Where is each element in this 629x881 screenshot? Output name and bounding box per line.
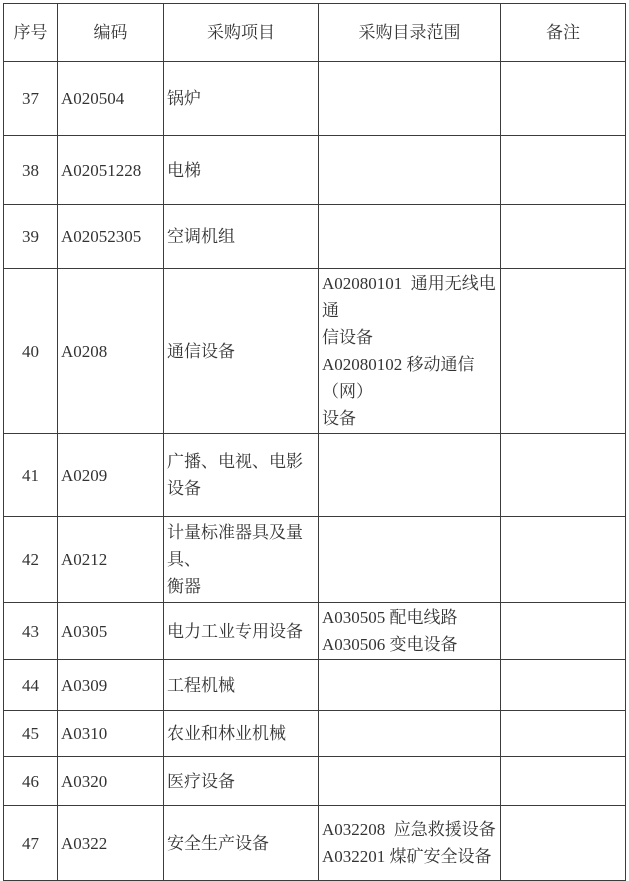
cell-code: A02051228 bbox=[58, 136, 164, 205]
cell-seq: 43 bbox=[4, 603, 58, 660]
cell-item: 农业和林业机械 bbox=[164, 711, 319, 757]
cell-scope bbox=[319, 62, 501, 136]
cell-note bbox=[501, 205, 626, 269]
cell-scope bbox=[319, 660, 501, 711]
table-row bbox=[4, 62, 626, 136]
cell-note bbox=[501, 434, 626, 517]
cell-code: A0212 bbox=[58, 517, 164, 603]
cell-seq: 37 bbox=[4, 62, 58, 136]
cell-item: 电力工业专用设备 bbox=[164, 603, 319, 660]
cell-scope bbox=[319, 517, 501, 603]
table-row bbox=[4, 806, 626, 881]
cell-note bbox=[501, 62, 626, 136]
cell-code: A0322 bbox=[58, 806, 164, 881]
table-row bbox=[4, 603, 626, 660]
cell-code: A0320 bbox=[58, 757, 164, 806]
table-row bbox=[4, 269, 626, 434]
cell-item: 安全生产设备 bbox=[164, 806, 319, 881]
cell-note bbox=[501, 711, 626, 757]
cell-seq: 41 bbox=[4, 434, 58, 517]
table-row bbox=[4, 434, 626, 517]
cell-scope bbox=[319, 136, 501, 205]
cell-seq: 45 bbox=[4, 711, 58, 757]
cell-seq: 42 bbox=[4, 517, 58, 603]
table-row bbox=[4, 136, 626, 205]
cell-scope bbox=[319, 711, 501, 757]
cell-item: 锅炉 bbox=[164, 62, 319, 136]
header-cell-note: 备注 bbox=[501, 4, 626, 62]
cell-note bbox=[501, 603, 626, 660]
cell-code: A0305 bbox=[58, 603, 164, 660]
cell-code: A0310 bbox=[58, 711, 164, 757]
cell-seq: 47 bbox=[4, 806, 58, 881]
procurement-catalog-table bbox=[3, 3, 626, 881]
cell-note bbox=[501, 660, 626, 711]
cell-scope bbox=[319, 434, 501, 517]
cell-code: A0209 bbox=[58, 434, 164, 517]
cell-item: 通信设备 bbox=[164, 269, 319, 434]
cell-item: 医疗设备 bbox=[164, 757, 319, 806]
cell-code: A0208 bbox=[58, 269, 164, 434]
table-row bbox=[4, 517, 626, 603]
cell-note bbox=[501, 269, 626, 434]
cell-scope: A030505 配电线路 A030506 变电设备 bbox=[319, 603, 501, 660]
table-body bbox=[4, 62, 626, 881]
cell-code: A02052305 bbox=[58, 205, 164, 269]
cell-code: A0309 bbox=[58, 660, 164, 711]
cell-item: 广播、电视、电影 设备 bbox=[164, 434, 319, 517]
header-cell-item: 采购项目 bbox=[164, 4, 319, 62]
cell-scope: A032208 应急救援设备 A032201 煤矿安全设备 bbox=[319, 806, 501, 881]
table-header-row bbox=[4, 4, 626, 62]
cell-note bbox=[501, 136, 626, 205]
table-row bbox=[4, 205, 626, 269]
table-header bbox=[4, 4, 626, 62]
header-cell-index: 序号 bbox=[4, 4, 58, 62]
cell-seq: 40 bbox=[4, 269, 58, 434]
cell-item: 工程机械 bbox=[164, 660, 319, 711]
cell-seq: 46 bbox=[4, 757, 58, 806]
cell-scope bbox=[319, 757, 501, 806]
cell-seq: 38 bbox=[4, 136, 58, 205]
cell-item: 空调机组 bbox=[164, 205, 319, 269]
cell-note bbox=[501, 757, 626, 806]
table-row bbox=[4, 711, 626, 757]
cell-seq: 39 bbox=[4, 205, 58, 269]
cell-item: 计量标准器具及量具、 衡器 bbox=[164, 517, 319, 603]
cell-note bbox=[501, 806, 626, 881]
cell-seq: 44 bbox=[4, 660, 58, 711]
cell-item: 电梯 bbox=[164, 136, 319, 205]
table-row bbox=[4, 757, 626, 806]
header-cell-scope: 采购目录范围 bbox=[319, 4, 501, 62]
cell-scope bbox=[319, 205, 501, 269]
cell-scope: A02080101 通用无线电通 信设备 A02080102 移动通信（网） 设备 bbox=[319, 269, 501, 434]
header-cell-code: 编码 bbox=[58, 4, 164, 62]
cell-code: A020504 bbox=[58, 62, 164, 136]
table-row bbox=[4, 660, 626, 711]
cell-note bbox=[501, 517, 626, 603]
